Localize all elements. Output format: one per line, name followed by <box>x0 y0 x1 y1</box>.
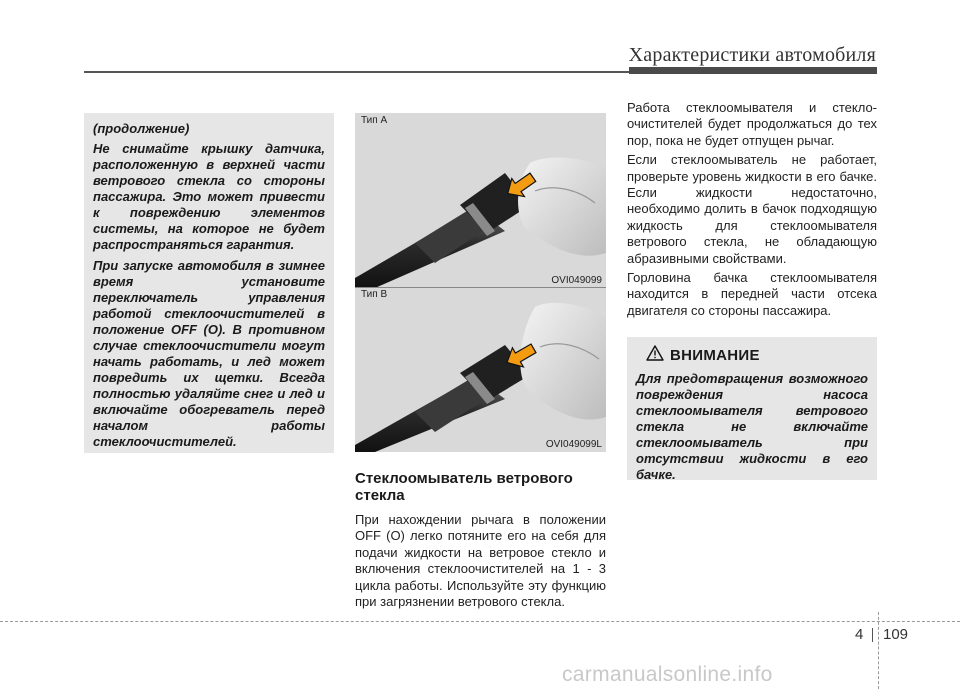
footer-vertical-rule <box>878 612 879 689</box>
wiper-lever-illustration-a <box>355 113 606 288</box>
figure-code: OVI049099L <box>545 439 602 450</box>
warning-box <box>627 337 877 480</box>
page-number-separator <box>872 628 873 642</box>
page-number: 109 <box>883 626 909 643</box>
section-body: При нахождении рычага в положении OFF (O) легко потяните его на себя для подачи жидкости на ветровое стекло и включения стеклоочистителей на 1 - 3 цикла работы. Используйте эту функцию при загрязнении ветрового стекла. <box>355 512 606 610</box>
header-rule <box>84 71 629 73</box>
figure-code: OVI049099 <box>551 275 602 286</box>
warning-triangle-icon <box>646 345 664 366</box>
figure-label: Тип B <box>361 289 388 300</box>
watermark-text: carmanualsonline.info <box>562 663 773 686</box>
figure-type-a <box>355 113 606 288</box>
header-rule-accent <box>629 67 877 74</box>
warning-title: ВНИМАНИЕ <box>670 347 760 364</box>
figure-divider <box>355 287 606 288</box>
note-paragraph: Не снимайте крышку датчика, расположенную в верхней части ветрового стекла со стороны пассажира. Это может привести к повреждению элементов системы, на которое не будет распространяться гарантия. <box>93 141 325 252</box>
warning-text: Для предотвращения возможного повреждения насоса стеклоомывателя ветрового стекла не включайте стеклоомыватель при отсутствии жидкости в его бачке. <box>636 371 868 482</box>
paragraph: Если стеклоомыватель не работает, проверьте уровень жидкости в его бачке. Если жидкости недостаточно, необходимо долить в бачок подходящую жидкость для стеклоомывателя ветрового стекла, не обладающую абразивными свойствами. <box>627 152 877 266</box>
note-paragraph: При запуске автомобиля в зимнее время установите переключатель управления работой стеклоочистителей в положение OFF (O). В противном случае стеклоочистители могут начать работать, и лед может повредить их щетки. Всегда полностью удаляйте снег и лед и включайте обогреватель перед началом работы стеклоочистителей. <box>93 258 325 449</box>
paragraph: Горловина бачка стеклоомывателя находится в передней части отсека двигателя со стороны пассажира. <box>627 270 877 318</box>
right-column-text <box>627 100 877 322</box>
note-heading: (продолжение) <box>93 121 190 136</box>
footer-dashed-rule <box>0 621 960 622</box>
warning-header <box>646 345 868 366</box>
page-header-title: Характеристики автомобиля <box>628 44 876 66</box>
section-title: Стеклоомыватель ветрового стекла <box>355 470 573 504</box>
chapter-number: 4 <box>855 626 864 643</box>
wiper-lever-illustration-b <box>355 287 606 452</box>
figure-label: Тип A <box>361 115 388 126</box>
figure-type-b <box>355 287 606 452</box>
paragraph: Работа стеклоомывателя и стекло-очистителей будет продолжаться до тех пор, пока не будет отпущен рычаг. <box>627 100 877 148</box>
note-box <box>84 113 334 453</box>
